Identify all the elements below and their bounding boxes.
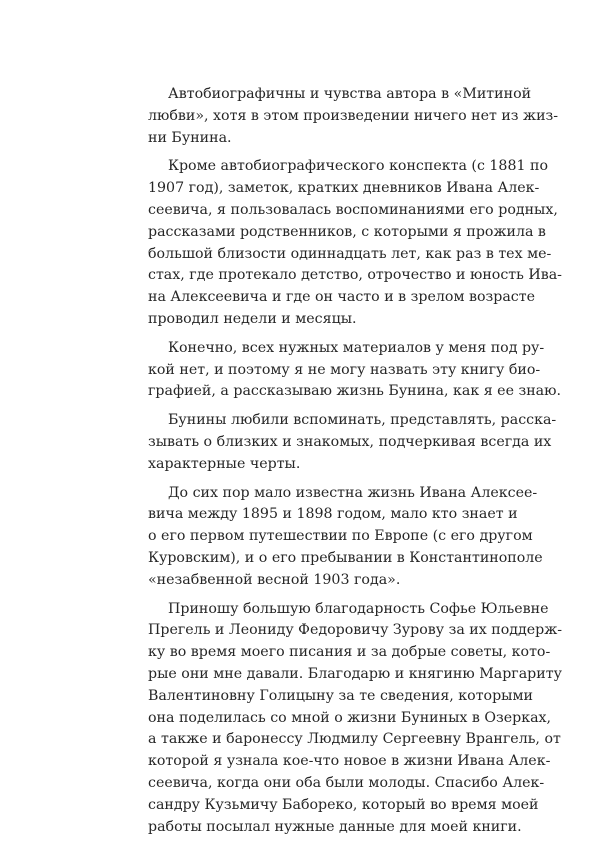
text-line: сандру Кузьмичу Бабореко, который во время моей [148,796,539,813]
text-line: Куровским), и о его пребывании в Константинополе [148,549,543,566]
paragraph [148,483,543,592]
text-line: которой я узнала кое-что новое в жизни Ивана Алек- [148,753,551,770]
text-line: вича между 1895 и 1898 годом, мало кто знает и [148,506,518,523]
text-line: сеевича, я пользовалась воспоминаниями его родных, [148,201,558,218]
text-line: Конечно, всех нужных материалов у меня под ру- [168,339,545,356]
text-line: а также и баронессу Людмилу Сергеевну Врангель, от [148,731,561,748]
paragraph [148,156,562,330]
text-line: 1907 год), заметок, кратких дневников Ивана Алек- [148,180,540,197]
text-line: ни Бунина. [148,129,232,146]
text-line: До сих пор мало известна жизнь Ивана Алексее- [168,484,538,501]
page-body-text [148,84,563,845]
paragraph [148,599,563,839]
text-line: «незабвенной весной 1903 года». [148,571,401,588]
text-line: работы посылал нужные данные для моей книги. [148,818,522,835]
text-line: Кроме автобиографического конспекта (с 1881 по [168,158,549,175]
text-line: характерные черты. [148,455,301,472]
text-line: рассказами родственников, с которыми я прожила в [148,223,546,240]
paragraph [148,84,559,149]
text-line: зывать о близких и знакомых, подчеркивая всегда их [148,433,552,450]
paragraph [148,410,557,475]
text-line: она поделилась со мной о жизни Буниных в Озерках, [148,709,552,726]
text-line: большой близости одиннадцать лет, как раз в тех ме- [148,245,552,262]
text-line: ку во время моего писания и за добрые советы, кото- [148,644,551,661]
text-line: Прегель и Леониду Федоровичу Зурову за их поддерж- [148,622,563,639]
text-line: Бунины любили вспоминать, представлять, расска- [168,412,557,429]
text-line: графией, а рассказываю жизнь Бунина, как я ее знаю. [148,383,562,400]
text-line: сеевича, когда они оба были молоды. Спасибо Алек- [148,774,545,791]
text-line: о его первом путешествии по Европе (с его другом [148,528,533,545]
paragraph [148,338,562,403]
text-line: Приношу большую благодарность Софье Юльевне [168,600,549,617]
text-line: Валентиновну Голицыну за те сведения, которыми [148,687,533,704]
text-line: любви», хотя в этом произведении ничего нет из жиз- [148,107,559,124]
text-line: на Алексеевича и где он часто и в зрелом возрасте [148,289,535,306]
text-line: стах, где протекало детство, отрочество и юность Ива- [148,267,562,284]
text-line: кой нет, и поэтому я не могу назвать эту книгу био- [148,361,541,378]
text-line: рые они мне давали. Благодарю и княгиню Маргариту [148,665,562,682]
text-line: Автобиографичны и чувства автора в «Митиной [168,86,532,102]
text-line: проводил недели и месяцы. [148,310,357,327]
